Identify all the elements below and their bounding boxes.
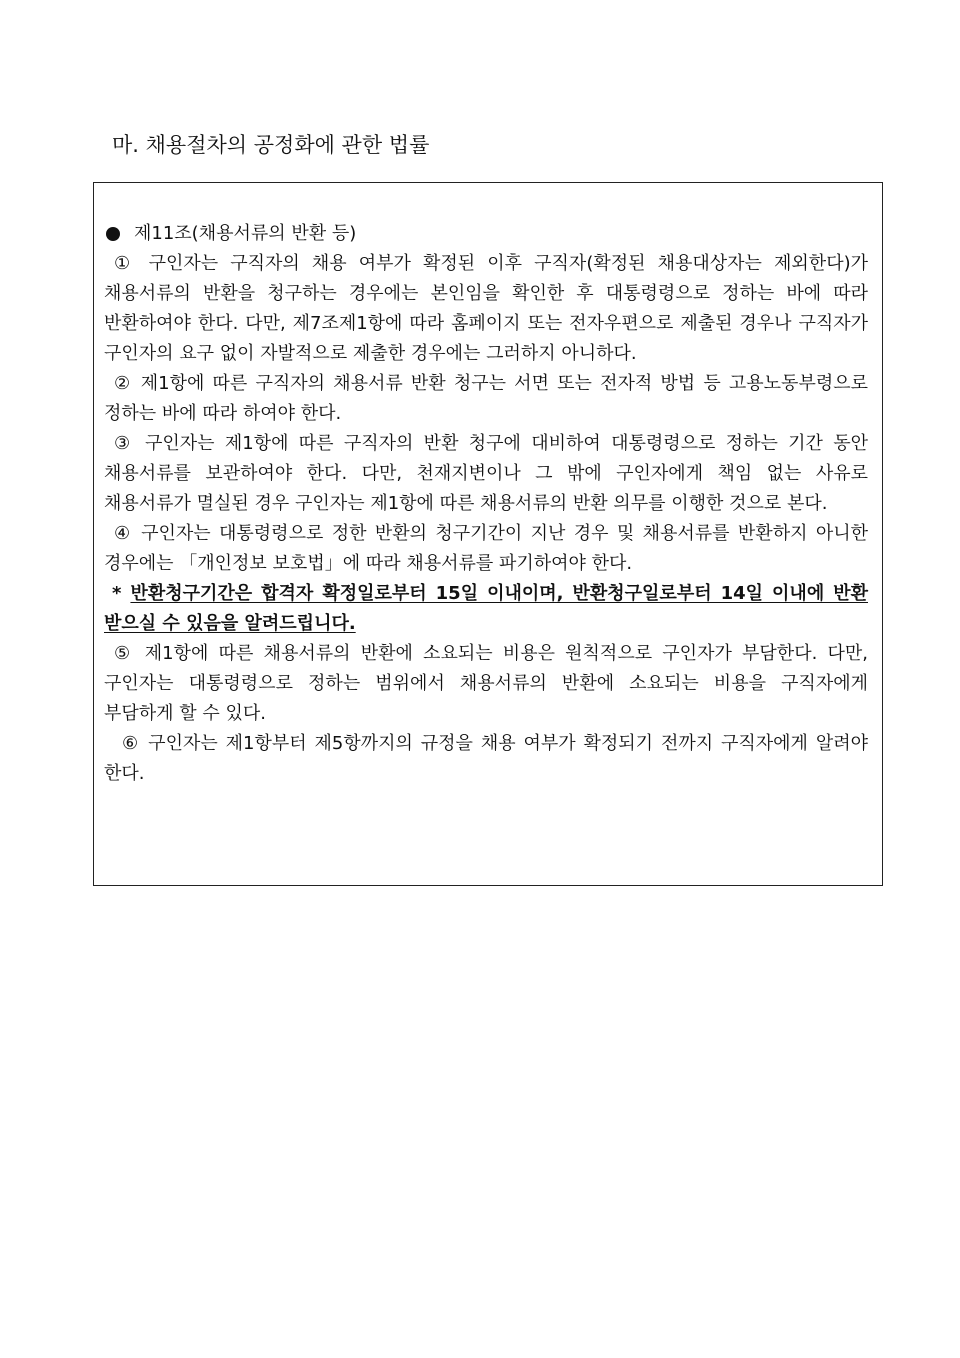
paragraph-2: ② 제1항에 따른 구직자의 채용서류 반환 청구는 서면 또는 전자적 방법 등 고용노동부령으로 정하는 바에 따라 하여야 한다. bbox=[104, 373, 868, 424]
paragraph-1: ① 구인자는 구직자의 채용 여부가 확정된 이후 구직자(확정된 채용대상자는 제외한다)가 채용서류의 반환을 청구하는 경우에는 본인임을 확인한 후 대통령령으로 정하는 바에 따라 반환하여야 한다. 다만, 제7조제1항에 따라 홈페이지 또는 전자우편으로 제출된 경우나 구직자가 구인자의 요구 없이 자발적으로 제출한 경우에는 그러하지 아니하다. bbox=[104, 253, 868, 364]
paragraph-5: ⑤ 제1항에 따른 채용서류의 반환에 소요되는 비용은 원칙적으로 구인자가 부담한다. 다만, 구인자는 대통령령으로 정하는 범위에서 채용서류의 반환에 소요되는 비용을 구직자에게 부담하게 할 수 있다. bbox=[104, 643, 868, 724]
notice-marker: * bbox=[112, 583, 122, 604]
paragraph-3: ③ 구인자는 제1항에 따른 구직자의 반환 청구에 대비하여 대통령령으로 정하는 기간 동안 채용서류를 보관하여야 한다. 다만, 천재지변이나 그 밖에 구인자에게 책임 없는 사유로 채용서류가 멸실된 경우 구인자는 제1항에 따른 채용서류의 반환 의무를 이행한 것으로 본다. bbox=[104, 433, 868, 514]
return-period-notice bbox=[104, 579, 868, 639]
law-text-box bbox=[93, 182, 883, 886]
notice-text: 반환청구기간은 합격자 확정일로부터 15일 이내이며, 반환청구일로부터 14일 이내에 반환 받으실 수 있음을 알려드립니다. bbox=[104, 583, 868, 634]
article-heading bbox=[104, 219, 868, 249]
paragraph-4: ④ 구인자는 대통령령으로 정한 반환의 청구기간이 지난 경우 및 채용서류를 반환하지 아니한 경우에는 「개인정보 보호법」에 따라 채용서류를 파기하여야 한다. bbox=[104, 523, 868, 574]
article-heading-text: 제11조(채용서류의 반환 등) bbox=[134, 223, 357, 244]
paragraph-6: ⑥ 구인자는 제1항부터 제5항까지의 규정을 채용 여부가 확정되기 전까지 구직자에게 알려야 한다. bbox=[104, 733, 868, 784]
bullet-icon bbox=[106, 227, 120, 241]
section-title: 마. 채용절차의 공정화에 관한 법률 bbox=[112, 133, 430, 157]
law-text-content bbox=[104, 219, 868, 789]
